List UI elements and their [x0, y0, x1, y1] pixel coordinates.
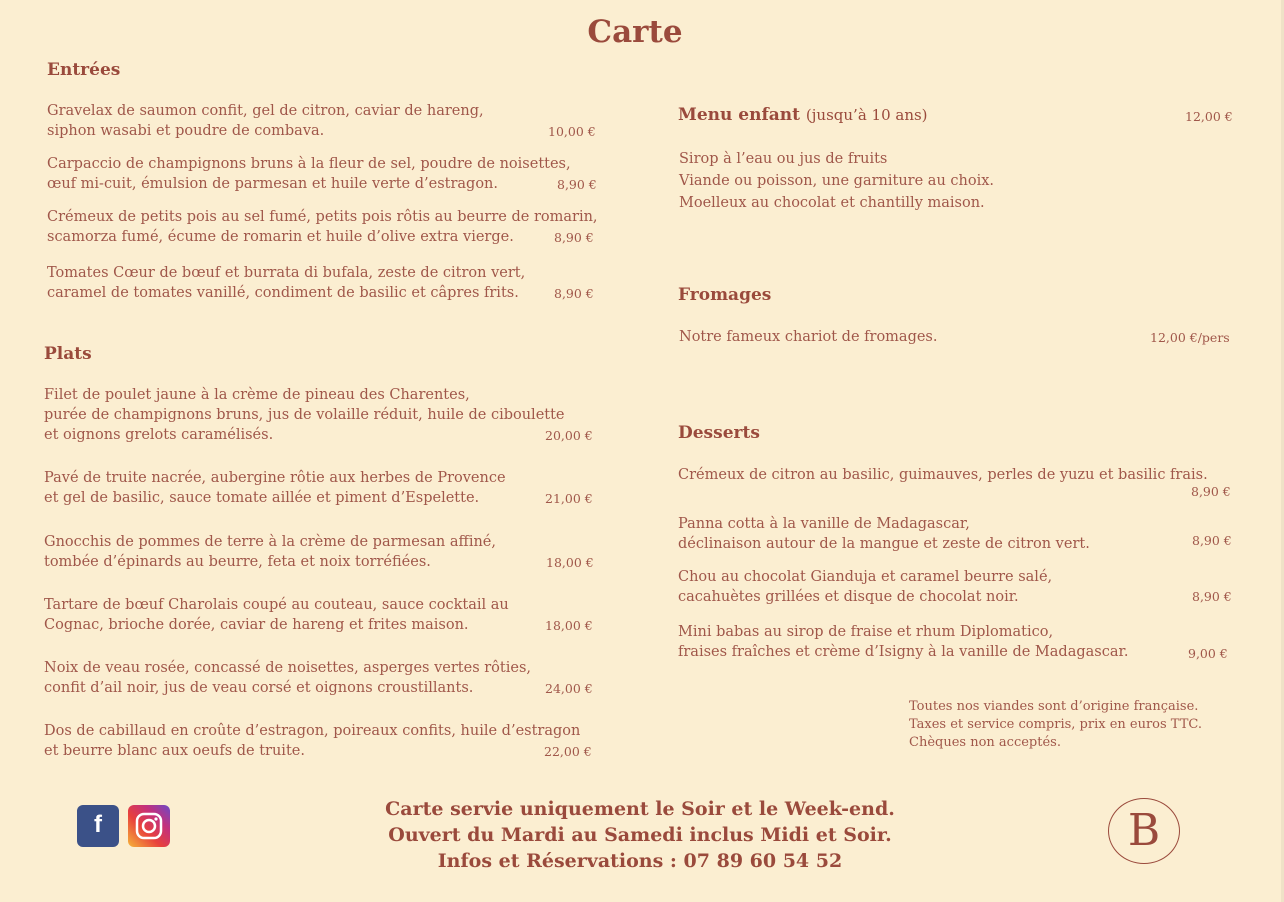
- entree-item-text: Gravelax de saumon confit, gel de citron, caviar de hareng, siphon wasabi et poudre de combava.: [47, 103, 484, 139]
- entree-item-text: Tomates Cœur de bœuf et burrata di bufala, zeste de citron vert, caramel de tomates vanillé, condiment de basilic et câpres frits.: [47, 265, 526, 301]
- enfant-text: Sirop à l’eau ou jus de fruits Viande ou poisson, une garniture au choix. Moelleux au chocolat et chantilly maison.: [679, 151, 994, 211]
- plat-item-text: Pavé de truite nacrée, aubergine rôtie aux herbes de Provence et gel de basilic, sauce tomate aillée et piment d’Espelette.: [44, 470, 506, 506]
- dessert-item-1: [678, 465, 1208, 485]
- facebook-glyph: f: [94, 811, 102, 838]
- entree-item-price: 8,90 €: [557, 177, 597, 192]
- footer-line-2: Ouvert du Mardi au Samedi inclus Midi et Soir.: [388, 824, 892, 846]
- footer-line-3: Infos et Réservations : 07 89 60 54 52: [437, 850, 843, 872]
- plat-item-2: [44, 468, 506, 508]
- dessert-item-3: [678, 567, 1052, 607]
- desserts-heading: Desserts: [678, 423, 760, 443]
- fromages-item: [679, 327, 937, 347]
- dessert-item-price: 9,00 €: [1188, 646, 1228, 661]
- plat-item-3: [44, 532, 496, 572]
- plat-item-text: Filet de poulet jaune à la crème de pineau des Charentes, purée de champignons bruns, jus de volaille réduit, huile de ciboulette et oignons grelots caramélisés.: [44, 387, 565, 443]
- entree-item-4: [47, 263, 525, 303]
- restaurant-logo: [1108, 798, 1180, 864]
- facebook-icon[interactable]: [77, 805, 119, 847]
- enfant-heading-label: Menu enfant: [678, 105, 800, 125]
- dessert-item-2: [678, 514, 1090, 554]
- enfant-price: 12,00 €: [1185, 109, 1233, 124]
- dessert-item-text: Chou au chocolat Gianduja et caramel beurre salé, cacahuètes grillées et disque de chocolat noir.: [678, 569, 1053, 605]
- fromages-heading: Fromages: [678, 285, 772, 305]
- entree-item-price: 10,00 €: [548, 124, 596, 139]
- plat-item-price: 21,00 €: [545, 491, 593, 506]
- menu-title: Carte: [587, 14, 683, 50]
- plat-item-text: Dos de cabillaud en croûte d’estragon, poireaux confits, huile d’estragon et beurre blanc aux oeufs de truite.: [44, 723, 581, 759]
- enfant-heading: [678, 105, 928, 125]
- plat-item-price: 22,00 €: [544, 744, 592, 759]
- enfant-description: [679, 148, 994, 214]
- entree-item-3: [47, 207, 598, 247]
- footer-info: [340, 796, 940, 874]
- dessert-item-4: [678, 622, 1128, 662]
- plat-item-text: Tartare de bœuf Charolais coupé au couteau, sauce cocktail au Cognac, brioche dorée, caviar de hareng et frites maison.: [44, 597, 509, 633]
- plat-item-6: [44, 721, 580, 761]
- entrees-heading: Entrées: [47, 60, 121, 80]
- entree-item-price: 8,90 €: [554, 286, 594, 301]
- plat-item-text: Gnocchis de pommes de terre à la crème de parmesan affiné, tombée d’épinards au beurre, feta et noix torréfiées.: [44, 534, 496, 570]
- plat-item-price: 24,00 €: [545, 681, 593, 696]
- dessert-item-text: Panna cotta à la vanille de Madagascar, déclinaison autour de la mangue et zeste de citron vert.: [678, 516, 1090, 552]
- footer-line-1: Carte servie uniquement le Soir et le Week-end.: [385, 798, 895, 820]
- plat-item-price: 18,00 €: [545, 618, 593, 633]
- fromages-price: 12,00 €/pers: [1150, 330, 1230, 345]
- entree-item-text: Carpaccio de champignons bruns à la fleur de sel, poudre de noisettes, œuf mi-cuit, émulsion de parmesan et huile verte d’estragon.: [47, 156, 571, 192]
- entree-item-price: 8,90 €: [554, 230, 594, 245]
- dessert-item-price: 8,90 €: [1191, 484, 1231, 499]
- plat-item-4: [44, 595, 509, 635]
- legal-notes: Toutes nos viandes sont d’origine française. Taxes et service compris, prix en euros TTC. Chèques non acceptés.: [909, 699, 1203, 750]
- plat-item-5: [44, 658, 531, 698]
- logo-letter: B: [1127, 805, 1161, 856]
- plat-item-1: [44, 385, 565, 445]
- fromages-text: Notre fameux chariot de fromages.: [679, 329, 938, 345]
- dessert-item-price: 8,90 €: [1192, 589, 1232, 604]
- instagram-glyph: [128, 805, 170, 847]
- entree-item-2: [47, 154, 571, 194]
- dessert-item-text: Crémeux de citron au basilic, guimauves, perles de yuzu et basilic frais.: [678, 467, 1208, 483]
- plat-item-price: 20,00 €: [545, 428, 593, 443]
- entree-item-1: [47, 101, 484, 141]
- enfant-age-note: (jusqu’à 10 ans): [805, 106, 928, 124]
- plats-heading: Plats: [44, 344, 92, 364]
- entree-item-text: Crémeux de petits pois au sel fumé, petits pois rôtis au beurre de romarin, scamorza fumé, écume de romarin et huile d’olive extra vierge.: [47, 209, 598, 245]
- plat-item-price: 18,00 €: [546, 555, 594, 570]
- plat-item-text: Noix de veau rosée, concassé de noisettes, asperges vertes rôties, confit d’ail noir, jus de veau corsé et oignons croustillants.: [44, 660, 531, 696]
- dessert-item-price: 8,90 €: [1192, 533, 1232, 548]
- instagram-icon[interactable]: [128, 805, 170, 847]
- dessert-item-text: Mini babas au sirop de fraise et rhum Diplomatico, fraises fraîches et crème d’Isigny à la vanille de Madagascar.: [678, 624, 1129, 660]
